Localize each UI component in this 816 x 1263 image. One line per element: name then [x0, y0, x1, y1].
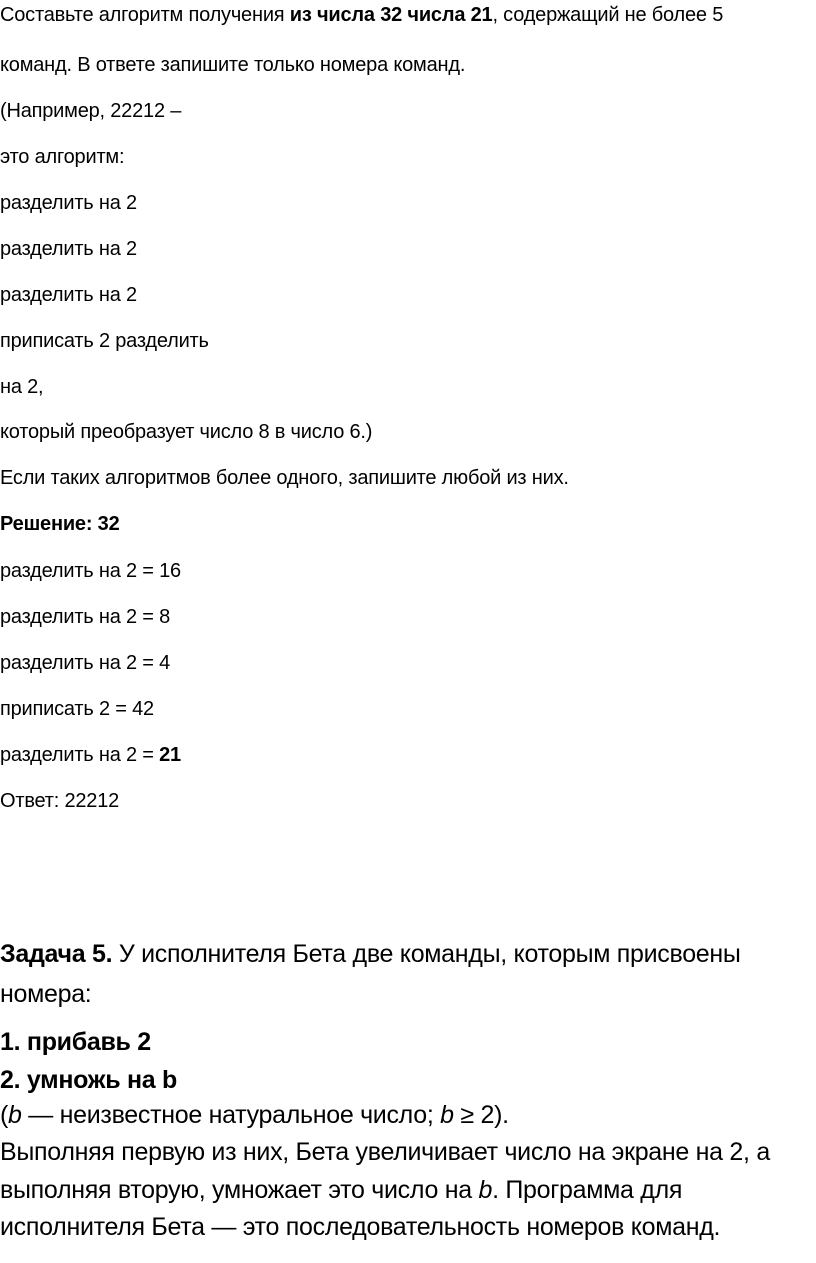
- example-step: на 2,: [0, 376, 44, 398]
- solution-last-step: [0, 744, 181, 767]
- intro-line-4: это алгоритм:: [0, 146, 125, 168]
- variable-b: b: [440, 1101, 454, 1129]
- task5-title-text: У исполнителя Бета две команды, которым присвоены: [112, 940, 741, 968]
- intro-line-3: (Например, 22212 –: [0, 100, 182, 122]
- task5-number: Задача 5.: [0, 940, 113, 968]
- note-text: ≥ 2).: [453, 1101, 509, 1129]
- note-text: — неизвестное натуральное число;: [21, 1101, 441, 1129]
- task5-desc-line-3: исполнителя Бета — это последовательность номеров команд.: [0, 1213, 721, 1241]
- solution-step: приписать 2 = 42: [0, 698, 154, 720]
- task5-title-line-2: номера:: [0, 980, 92, 1008]
- example-step: разделить на 2: [0, 284, 137, 306]
- intro-any-line: Если таких алгоритмов более одного, запишите любой из них.: [0, 467, 569, 489]
- solution-step: разделить на 2 = 4: [0, 652, 171, 674]
- command-1: 1. прибавь 2: [0, 1028, 151, 1056]
- example-step: приписать 2 разделить: [0, 330, 209, 352]
- note-text: (: [0, 1101, 9, 1129]
- intro-text: , содержащий не более 5: [492, 4, 724, 26]
- desc-text: . Программа для: [492, 1176, 683, 1204]
- intro-line-1: [0, 4, 723, 27]
- example-step: разделить на 2: [0, 192, 137, 214]
- task5-desc-line-2: [0, 1176, 682, 1205]
- solution-answer: Ответ: 22212: [0, 790, 120, 812]
- intro-bold-text: из числа 32 числа 21: [289, 4, 493, 26]
- solution-heading: Решение: 32: [0, 513, 120, 535]
- task5-title: [0, 940, 741, 969]
- solution-step: разделить на 2 = 16: [0, 560, 181, 582]
- intro-converts-line: который преобразует число 8 в число 6.): [0, 421, 373, 443]
- solution-step: разделить на 2 = 8: [0, 606, 171, 628]
- task5-desc-line-1: Выполняя первую из них, Бета увеличивает число на экране на 2, а: [0, 1138, 770, 1166]
- variable-b: b: [8, 1101, 22, 1129]
- example-step: разделить на 2: [0, 238, 137, 260]
- desc-text: выполняя вторую, умножает это число на: [0, 1176, 479, 1204]
- intro-line-2: команд. В ответе запишите только номера команд.: [0, 54, 466, 76]
- variable-b: b: [478, 1176, 493, 1204]
- intro-text: Составьте алгоритм получения: [0, 4, 290, 26]
- solution-step-text: разделить на 2 =: [0, 744, 160, 766]
- task5-note: [0, 1101, 509, 1130]
- solution-result: 21: [159, 744, 181, 766]
- command-2: 2. умножь на b: [0, 1066, 177, 1094]
